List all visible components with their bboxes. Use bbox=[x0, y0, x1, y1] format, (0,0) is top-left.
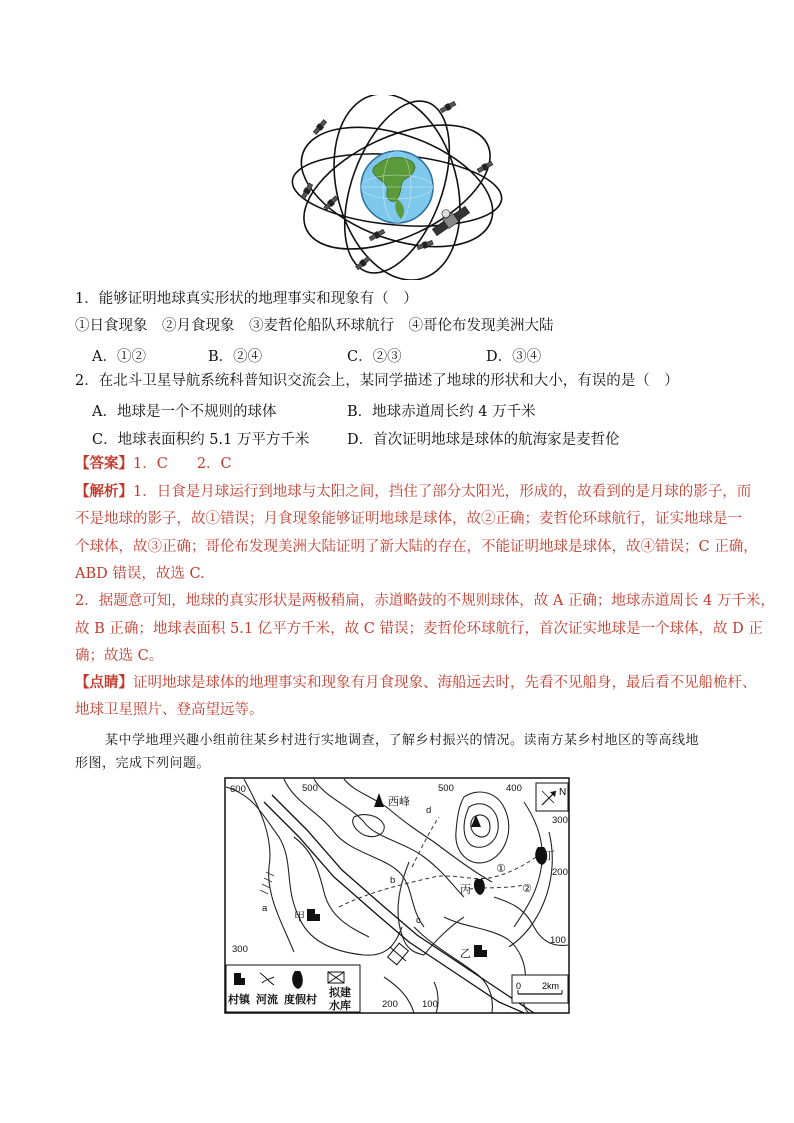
contour-label: 200 bbox=[552, 867, 568, 878]
west-peak-label: 西峰 bbox=[388, 795, 410, 808]
contour-label: 200 bbox=[382, 999, 398, 1010]
tips-tag: 【点睛】 bbox=[75, 674, 133, 691]
satellite-icon bbox=[477, 160, 494, 173]
q1-option-b: B．②④ bbox=[208, 349, 263, 365]
tips-text: 证明地球是球体的地理事实和现象有月食现象、海船远去时，先看不见船身，最后看不见船桅杆、 bbox=[133, 675, 757, 691]
letter-c: c bbox=[416, 915, 421, 926]
satellite-icon bbox=[300, 183, 313, 200]
scale-distance: 2km bbox=[542, 981, 560, 991]
q1-facts: ①日食现象 ②月食现象 ③麦哲伦船队环球航行 ④哥伦布发现美洲大陆 bbox=[75, 318, 554, 334]
answer-tag: 【答案】 bbox=[75, 455, 133, 472]
q2-option-c: C．地球表面积约 5.1 万平方千米 bbox=[92, 432, 310, 448]
legend-proposed-label: 拟建 bbox=[329, 986, 351, 999]
analysis-line-2: 不是地球的影子，故①错误；月食现象能够证明地球是球体，故②正确；麦哲伦环球航行，证实地球是一 bbox=[75, 511, 742, 527]
letter-b: b bbox=[390, 875, 396, 886]
intro-line-2: 形图，完成下列问题。 bbox=[75, 756, 211, 771]
tips-line-1 bbox=[75, 673, 757, 693]
legend-reservoir-label: 水库 bbox=[329, 999, 351, 1012]
satellite-icon bbox=[355, 256, 371, 271]
letter-a: a bbox=[262, 903, 268, 914]
tips-line-2: 地球卫星照片、登高望远等。 bbox=[75, 702, 264, 718]
place-jia: 甲 bbox=[294, 910, 305, 923]
contour-label: 500 bbox=[302, 783, 318, 794]
legend-town-label: 村镇 bbox=[228, 993, 250, 1006]
analysis-line-4: ABD 错误，故选 C. bbox=[75, 566, 205, 582]
q2-option-a: A．地球是一个不规则的球体 bbox=[92, 404, 277, 420]
answer-text: 1．C 2．C bbox=[133, 456, 232, 472]
north-arrow bbox=[536, 783, 568, 811]
contour-label: 100 bbox=[422, 999, 438, 1010]
intro-line-1: 某中学地理兴趣小组前往某乡村进行实地调查，了解乡村振兴的情况。读南方某乡村地区的等高线地 bbox=[105, 733, 700, 748]
scale-bar bbox=[512, 975, 568, 1003]
contour-label: 600 bbox=[230, 784, 246, 795]
analysis-line-3: 个球体，故③正确；哥伦布发现美洲大陆证明了新大陆的存在，不能证明地球是球体，故④错误；C 正确， bbox=[75, 539, 758, 555]
q1-option-d: D．③④ bbox=[486, 349, 542, 365]
place-yi: 乙 bbox=[460, 947, 471, 960]
analysis-line-6: 故 B 正确；地球表面积 5.1 亿平方千米，故 C 错误；麦哲伦环球航行，首次证实地球是一个球体，故 D 正 bbox=[75, 621, 763, 637]
letter-d: d bbox=[426, 805, 432, 816]
satellite-icon bbox=[369, 228, 386, 241]
satellite-icon bbox=[440, 100, 457, 113]
satellite-orbit-figure bbox=[285, 95, 510, 280]
contour-label: 100 bbox=[550, 935, 566, 946]
place-ding: 丁 bbox=[544, 849, 555, 862]
analysis-tag: 【解析】 bbox=[75, 483, 133, 500]
q1-option-c: C．②③ bbox=[347, 349, 402, 365]
legend-resort-label: 度假村 bbox=[284, 993, 317, 1006]
q1-stem: 1．能够证明地球真实形状的地理事实和现象有（ ） bbox=[75, 291, 418, 307]
legend bbox=[226, 965, 360, 1012]
satellite-icon bbox=[323, 195, 339, 211]
contour-label: 300 bbox=[552, 815, 568, 826]
north-label: N bbox=[559, 787, 567, 798]
answer-line bbox=[75, 454, 232, 474]
q2-stem: 2．在北斗卫星导航系统科普知识交流会上，某同学描述了地球的形状和大小，有误的是（ ） bbox=[75, 373, 679, 389]
legend-river-label: 河流 bbox=[256, 993, 278, 1006]
analysis-text: 1．日食是月球运行到地球与太阳之间，挡住了部分太阳光，形成的，故看到的是月球的影子，而 bbox=[133, 484, 752, 500]
contour-label: 500 bbox=[438, 783, 454, 794]
contour-label: 300 bbox=[232, 944, 248, 955]
circled-1: ① bbox=[496, 862, 506, 875]
q2-option-b: B．地球赤道周长约 4 万千米 bbox=[347, 404, 536, 420]
place-bing: 丙 bbox=[460, 883, 471, 896]
contour-map bbox=[224, 777, 570, 1014]
q2-option-d: D．首次证明地球是球体的航海家是麦哲伦 bbox=[347, 432, 620, 448]
scale-zero: 0 bbox=[516, 981, 522, 991]
analysis-line-7: 确；故选 C。 bbox=[75, 648, 164, 664]
circled-2: ② bbox=[522, 882, 532, 895]
analysis-line-1 bbox=[75, 482, 751, 502]
contour-label: 400 bbox=[506, 783, 522, 794]
analysis-line-5: 2．据题意可知，地球的真实形状是两极稍扁，赤道略鼓的不规则球体，故 A 正确；地球赤道周长 4 万千米， bbox=[75, 593, 775, 609]
globe bbox=[361, 151, 433, 223]
q1-option-a: A．①② bbox=[92, 349, 146, 365]
